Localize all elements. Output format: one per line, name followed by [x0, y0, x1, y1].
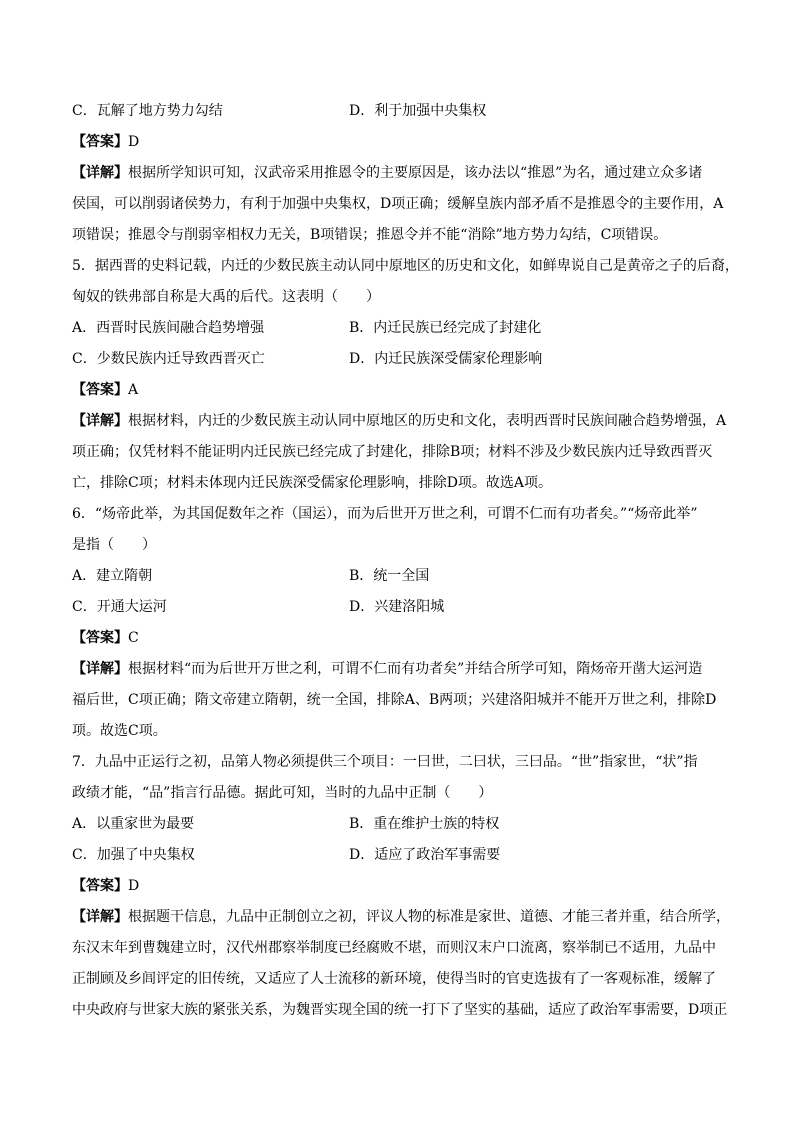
q5-options-cd: [72, 344, 722, 375]
q7-detail-line-2: 东汉末年到曹魏建立时，汉代州郡察举制度已经腐败不堪，而则汉末户口流离，察举制已不适用，九品中: [72, 940, 716, 956]
q6-stem-line-1: 6．“炀帝此举，为其国促数年之祚（国运），而为后世开万世之利，可谓不仁而有功者矣。”“炀帝此举”: [72, 506, 698, 522]
q7-option-d: D．适应了政治军事需要: [349, 847, 501, 863]
q7-stem-line-1: 7．九品中正运行之初，品第人物必须提供三个项目：一曰世，二曰状，三曰品。“世”指家世，“状”指: [72, 754, 698, 770]
detail-text: 根据题干信息，九品中正制创立之初，评议人物的标准是家世、道德、才能三者并重，结合所学，: [128, 909, 730, 925]
answer-value: A: [128, 382, 139, 398]
q6-options-cd: [72, 592, 722, 623]
q7-options-ab: [72, 809, 722, 840]
q5-detail-line-2: 项正确；仅凭材料不能证明内迁民族已经完成了封建化，排除B项；材料不涉及少数民族内迁导致西晋灭: [72, 444, 713, 460]
q4-detail-line-2: 侯国，可以削弱诸侯势力，有利于加强中央集权，D项正确；缓解皇族内部矛盾不是推恩令的主要作用，A: [72, 196, 724, 212]
q5-option-b: B．内迁民族已经完成了封建化: [349, 320, 542, 336]
q6-option-d: D．兴建洛阳城: [349, 599, 445, 615]
q6-option-a: A．建立隋朝: [72, 568, 153, 584]
q7-detail-line-3: 正制顾及乡闾评定的旧传统，又适应了人士流移的新环境，使得当时的官吏选拔有了一客观标准，缓解了: [72, 971, 716, 987]
q7-options-cd: [72, 840, 722, 871]
q5-option-a: A．西晋时民族间融合趋势增强: [72, 320, 265, 336]
detail-tag: 【详解】: [72, 165, 128, 181]
q6-detail-line-1: [72, 654, 722, 685]
q5-stem-line-1: 5．据西晋的史料记载，内迁的少数民族主动认同中原地区的历史和文化，如鲜卑说自己是黄帝之子的后裔，: [72, 258, 739, 274]
detail-tag: 【详解】: [72, 413, 128, 429]
q5-option-d: D．内迁民族深受儒家伦理影响: [349, 351, 543, 367]
detail-text: 根据材料，内迁的少数民族主动认同中原地区的历史和文化，表明西晋时民族间融合趋势增强，A: [128, 413, 727, 429]
q6-options-ab: [72, 561, 722, 592]
q4-detail-line-1: [72, 158, 722, 189]
detail-tag: 【详解】: [72, 909, 128, 925]
q7-stem-line-2: 政绩才能，“品”指言行品德。据此可知，当时的九品中正制（ ）: [72, 785, 493, 801]
detail-text: 根据材料“而为后世开万世之利，可谓不仁而有功者矣”并结合所学可知，隋炀帝开凿大运河造: [128, 661, 703, 677]
q6-option-c: C．开通大运河: [72, 599, 167, 615]
q6-stem-line-2: 是指（ ）: [72, 537, 156, 553]
q4-options-cd: [72, 96, 722, 127]
q5-option-c: C．少数民族内迁导致西晋灭亡: [72, 351, 265, 367]
q7-option-b: B．重在维护士族的特权: [349, 816, 500, 832]
document-page: [72, 96, 739, 1026]
q5-detail-line-1: [72, 406, 727, 437]
q5-answer: [72, 375, 722, 406]
q6-detail-line-3: 项。故选C项。: [72, 723, 167, 739]
detail-text: 根据所学知识可知，汉武帝采用推恩令的主要原因是，该办法以“推恩”为名，通过建立众多诸: [128, 165, 703, 181]
q6-answer: [72, 623, 722, 654]
answer-tag: 【答案】: [72, 878, 128, 894]
q6-option-b: B．统一全国: [349, 568, 430, 584]
answer-value: D: [128, 134, 140, 150]
q7-option-a: A．以重家世为最要: [72, 816, 195, 832]
detail-tag: 【详解】: [72, 661, 128, 677]
q5-stem-line-2: 匈奴的铁弗部自称是大禹的后代。这表明（ ）: [72, 289, 380, 305]
q7-detail-line-1: [72, 902, 730, 933]
q7-answer: [72, 871, 722, 902]
q4-option-d: D．利于加强中央集权: [349, 103, 487, 119]
q6-detail-line-2: 福后世，C项正确；隋文帝建立隋朝，统一全国，排除A、B两项；兴建洛阳城并不能开万世之利，排除D: [72, 692, 717, 708]
q7-detail-line-4: 中央政府与世家大族的紧张关系，为魏晋实现全国的统一打下了坚实的基础，适应了政治军事需要，D项正: [72, 1002, 728, 1018]
q4-option-c: C．瓦解了地方势力勾结: [72, 103, 223, 119]
answer-value: C: [128, 630, 139, 646]
answer-value: D: [128, 878, 140, 894]
q7-option-c: C．加强了中央集权: [72, 847, 195, 863]
q5-detail-line-3: 亡，排除C项；材料未体现内迁民族深受儒家伦理影响，排除D项。故选A项。: [72, 475, 553, 491]
answer-tag: 【答案】: [72, 630, 128, 646]
q5-options-ab: [72, 313, 722, 344]
q4-answer: [72, 127, 722, 158]
q4-detail-line-3: 项错误；推恩令与削弱宰相权力无关，B项错误；推恩令并不能“消除”地方势力勾结，C项错误。: [72, 227, 668, 243]
answer-tag: 【答案】: [72, 134, 128, 150]
answer-tag: 【答案】: [72, 382, 128, 398]
